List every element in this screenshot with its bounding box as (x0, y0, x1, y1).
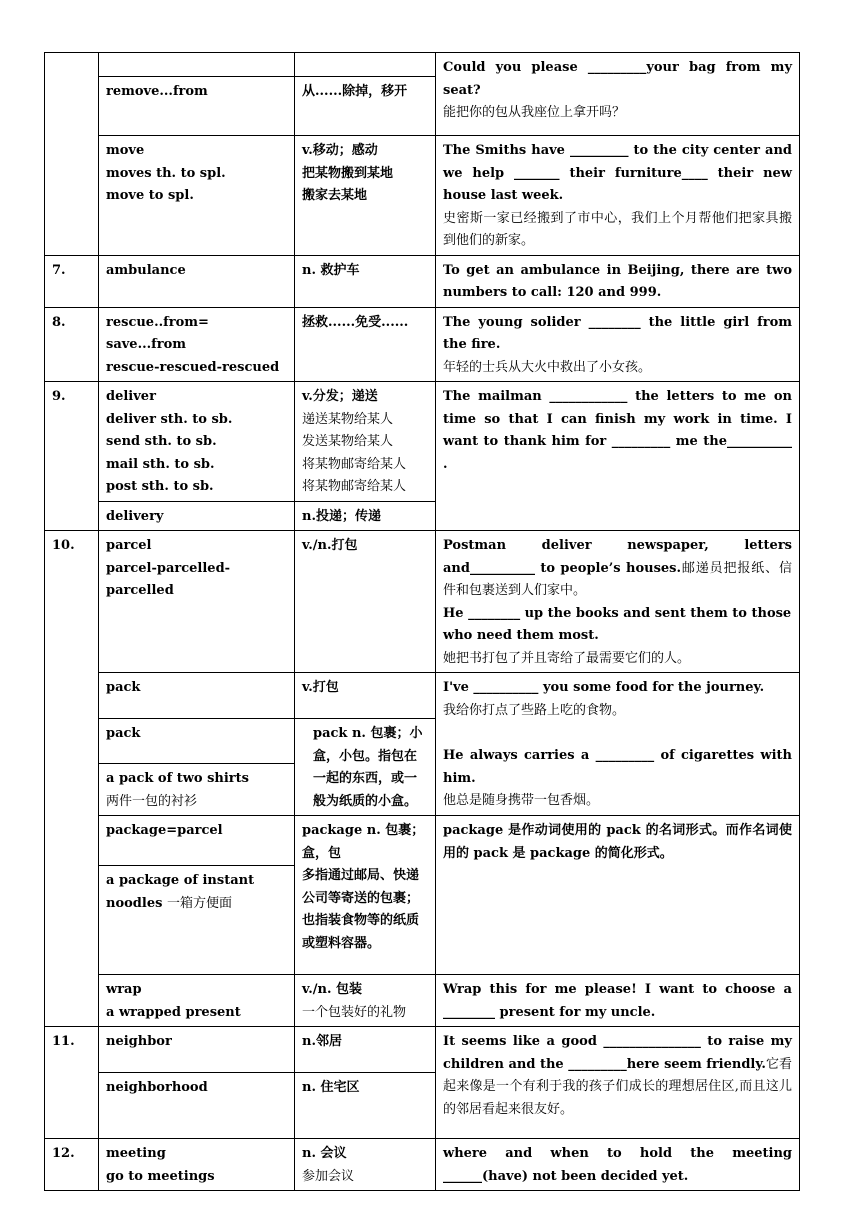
meaning-text: pack n. 包裹；小盒，小包。指包在一起的东西，或一般为纸质的小盒。 (313, 726, 423, 809)
word-cell (99, 764, 295, 816)
meaning-text: 把某物搬到某地 (302, 165, 394, 181)
meaning-text: v.移动；感动 (302, 143, 378, 158)
meaning-cell (295, 307, 436, 382)
row-number: 11. (52, 1034, 75, 1049)
word-text: rescue-rescued-rescued (106, 359, 280, 375)
row-number-cell (45, 307, 99, 382)
meaning-text: v./n. 包装 (302, 982, 363, 997)
example-translation: 年轻的士兵从大火中救出了小女孩。 (443, 359, 652, 375)
example-translation: 它看起来像是一个有利于我的孩子们成长的理想居住区,而且这儿的邻居看起来很友好。 (443, 1056, 792, 1117)
table-row (45, 673, 800, 719)
word-text: pack (106, 680, 141, 695)
word-text: package=parcel (106, 823, 223, 838)
example-translation: 他总是随身携带一包香烟。 (443, 793, 600, 808)
meaning-cell (295, 531, 436, 673)
example-text: The young solider ________ the little girl from the fire. (443, 314, 792, 352)
meaning-text: n. 救护车 (302, 262, 360, 278)
row-number-cell (45, 53, 99, 256)
row-number-cell (45, 1027, 99, 1139)
word-text: neighbor (106, 1034, 172, 1049)
example-text: The Smiths have _________ to the city center and we help _______ their furniture____ their new house last week. (443, 143, 792, 203)
phrase-translation: 两件一包的衬衫 (106, 793, 198, 809)
example-cell (436, 136, 800, 256)
example-translation: 我给你打点了些路上吃的食物。 (443, 702, 626, 718)
example-cell (436, 816, 800, 975)
word-cell (99, 719, 295, 764)
example-text: Postman deliver newspaper, letters and__________ to people’s houses. (443, 538, 792, 576)
word-cell (99, 53, 295, 77)
meaning-text: 从......除掉，移开 (302, 84, 408, 99)
example-text: I've __________ you some food for the journey. (443, 680, 765, 695)
phrase-text: a package of instant (106, 873, 255, 888)
word-text: a wrapped present (106, 1004, 241, 1020)
example-cell (436, 382, 800, 531)
example-translation: 史密斯一家已经搬到了市中心，我们上个月帮他们把家具搬到他们的新家。 (443, 210, 792, 248)
word-cell (99, 866, 295, 975)
meaning-cell (295, 136, 436, 256)
word-cell (99, 975, 295, 1027)
word-cell (99, 1027, 295, 1073)
meaning-text: 发送某物给某人 (302, 434, 394, 449)
example-text: Could you please _________your bag from my seat? (443, 60, 792, 98)
phrase-text: noodles (106, 895, 167, 911)
word-text: meeting (106, 1146, 166, 1161)
word-cell (99, 307, 295, 382)
example-cell (436, 255, 800, 307)
example-text: He always carries a _________ of cigarettes with him. (443, 748, 792, 786)
row-number: 7. (52, 262, 66, 278)
row-number: 10. (52, 538, 75, 553)
word-text: parcel (106, 538, 152, 553)
example-text: The mailman ____________ the letters to me on time so that I can finish my work in time. I want to thank him for _________ me the__________ . (443, 389, 792, 472)
meaning-text: v.分发；递送 (302, 389, 378, 404)
table-row (45, 1027, 800, 1073)
meaning-text: 将某物邮寄给某人 (302, 479, 407, 494)
meaning-cell (295, 1027, 436, 1073)
row-number-cell (45, 531, 99, 1027)
meaning-text: n. 住宅区 (302, 1080, 360, 1095)
meaning-text: 搬家去某地 (302, 188, 368, 203)
row-number: 9. (52, 389, 66, 404)
meaning-text: v.打包 (302, 680, 339, 695)
meaning-text: n. 会议 (302, 1146, 347, 1161)
meaning-cell (295, 501, 436, 531)
example-cell (436, 673, 800, 816)
meaning-cell (295, 53, 436, 77)
word-text: deliver (106, 389, 156, 404)
meaning-cell (295, 77, 436, 136)
table-row (45, 382, 800, 502)
phrase-text: a pack of two shirts (106, 771, 249, 786)
table-row (45, 255, 800, 307)
meaning-text: v./n.打包 (302, 538, 358, 553)
row-number-cell (45, 1139, 99, 1191)
meaning-cell (295, 673, 436, 719)
word-text: ambulance (106, 262, 186, 278)
table-row (45, 1139, 800, 1191)
table-row (45, 975, 800, 1027)
word-cell (99, 1139, 295, 1191)
meaning-cell (295, 975, 436, 1027)
meaning-text: 拯救......免受...... (302, 314, 409, 330)
word-text: wrap (106, 982, 142, 997)
word-cell (99, 1073, 295, 1139)
word-text: deliver sth. to sb. (106, 411, 233, 427)
word-cell (99, 531, 295, 673)
example-text: package 是作动词使用的 pack 的名词形式。而作名词使用的 pack 是 package 的简化形式。 (443, 823, 792, 861)
row-number-cell (45, 382, 99, 531)
meaning-text: n.邻居 (302, 1034, 342, 1049)
meaning-text: 将某物邮寄给某人 (302, 456, 407, 472)
word-text: rescue..from= save...from (106, 314, 209, 352)
example-cell (436, 307, 800, 382)
meaning-text: n.投递；传递 (302, 508, 381, 524)
example-text: To get an ambulance in Beijing, there are two numbers to call: 120 and 999. (443, 262, 792, 300)
word-text: neighborhood (106, 1080, 208, 1095)
example-cell (436, 1139, 800, 1191)
example-cell (436, 1027, 800, 1139)
example-cell (436, 53, 800, 136)
word-text: post sth. to sb. (106, 479, 214, 494)
meaning-cell (295, 816, 436, 975)
table-row (45, 53, 800, 77)
meaning-text: 参加会议 (302, 1168, 355, 1184)
word-cell (99, 77, 295, 136)
meaning-cell (295, 719, 436, 816)
word-cell (99, 255, 295, 307)
row-number: 12. (52, 1146, 75, 1161)
table-row (45, 307, 800, 382)
word-cell (99, 816, 295, 866)
phrase-translation: 一箱方便面 (166, 895, 232, 911)
word-text: send sth. to sb. (106, 434, 217, 449)
word-text: go to meetings (106, 1168, 215, 1184)
meaning-cell (295, 1073, 436, 1139)
meaning-cell (295, 1139, 436, 1191)
row-number-cell (45, 255, 99, 307)
word-cell (99, 501, 295, 531)
meaning-text: 多指通过邮局、快递公司等寄送的包裹；也指装食物等的纸质或塑料容器。 (302, 868, 420, 951)
meaning-text: package n. 包裹；盒，包 (302, 823, 425, 861)
word-text: mail sth. to sb. (106, 456, 215, 472)
example-text: He ________ up the books and sent them to those who need them most. (443, 605, 792, 643)
word-cell (99, 136, 295, 256)
example-cell (436, 975, 800, 1027)
word-text: parcel-parcelled-parcelled (106, 560, 231, 598)
vocabulary-table (44, 52, 800, 1191)
meaning-cell (295, 255, 436, 307)
word-text: moves th. to spl. (106, 165, 226, 181)
word-cell (99, 382, 295, 502)
example-cell (436, 531, 800, 673)
example-translation: 她把书打包了并且寄给了最需要它们的人。 (443, 650, 691, 666)
meaning-text: 递送某物给某人 (302, 411, 394, 427)
row-number: 8. (52, 314, 66, 330)
example-translation: 邮递员把报纸、信件和包裹送到人们家中。 (443, 560, 792, 598)
word-cell (99, 673, 295, 719)
word-text: move to spl. (106, 188, 194, 203)
word-text: pack (106, 726, 141, 741)
meaning-cell (295, 382, 436, 502)
word-text: move (106, 143, 145, 158)
example-text: It seems like a good _______________ to raise my children and the _________here seem friendly. (443, 1034, 792, 1072)
word-text: remove...from (106, 84, 208, 99)
example-translation: 能把你的包从我座位上拿开吗？ (443, 105, 626, 120)
meaning-text: 一个包装好的礼物 (302, 1004, 407, 1020)
table-row (45, 531, 800, 673)
word-text: delivery (106, 508, 164, 524)
table-row (45, 816, 800, 866)
table-row (45, 136, 800, 256)
example-text: Wrap this for me please! I want to choose a ________ present for my uncle. (443, 982, 792, 1020)
example-text: where and when to hold the meeting ______(have) not been decided yet. (443, 1146, 792, 1184)
